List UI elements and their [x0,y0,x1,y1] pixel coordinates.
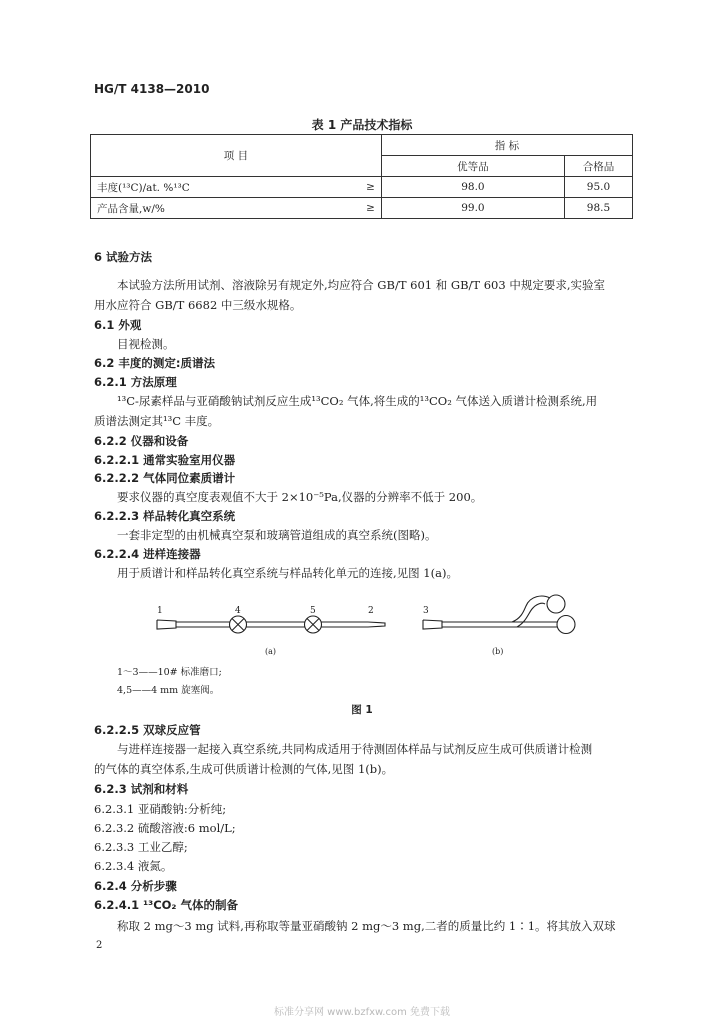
subfigure-b-label: (b) [492,647,504,656]
section-6-para-line1: 本试验方法所用试剂、溶液除另有规定外,均应符合 GB/T 601 和 GB/T 603 中规定要求,实验室 [117,278,606,292]
table-caption: 表 1 产品技术指标 [311,118,413,132]
ge-symbol: ≥ [359,198,382,219]
section-6-2-1-title: 6.2.1 方法原理 [94,375,177,389]
figure-legend-2: 4,5——4 mm 旋塞阀。 [117,685,220,696]
row-name: 丰度(¹³C)/at. %¹³C [91,177,359,198]
section-6-title: 6 试验方法 [94,250,153,264]
section-6-2-2-4-text: 用于质谱计和样品转化真空系统与样品转化单元的连接,见图 1(a)。 [117,566,458,580]
stopcock-4-icon [230,616,247,633]
section-6-1-text: 目视检测。 [117,337,175,351]
label-3: 3 [423,606,429,616]
section-6-2-2-4-title: 6.2.2.4 进样连接器 [94,547,201,561]
section-6-2-4-1-title: 6.2.4.1 ¹³CO₂ 气体的制备 [94,898,238,912]
row-value-grade-2: 98.5 [564,198,632,219]
section-6-2-2-3-text: 一套非定型的由机械真空泵和玻璃管道组成的真空系统(图略)。 [117,528,437,542]
reagent-item: 6.2.3.2 硫酸溶液:6 mol/L; [94,821,236,835]
stopcock-5-icon [305,616,322,633]
reagent-item: 6.2.3.3 工业乙醇; [94,840,188,854]
standard-code: HG/T 4138—2010 [94,82,210,96]
section-6-2-2-5-line1: 与进样连接器一起接入真空系统,共同构成适用于待测固体样品与试剂反应生成可供质谱计检测 [117,742,593,756]
label-5: 5 [310,606,316,616]
section-6-para-line2: 用水应符合 GB/T 6682 中三级水规格。 [94,298,302,312]
row-value-grade-2: 95.0 [564,177,632,198]
col-grade-2: 合格品 [564,156,632,177]
ge-symbol: ≥ [359,177,382,198]
label-4: 4 [235,606,241,616]
reagent-item: 6.2.3.4 液氮。 [94,859,173,873]
section-6-2-2-5-title: 6.2.2.5 双球反应管 [94,723,201,737]
section-6-2-4-title: 6.2.4 分析步骤 [94,879,177,893]
section-6-2-2-3-title: 6.2.2.3 样品转化真空系统 [94,509,236,523]
table-row [91,198,633,219]
section-6-2-1-line2: 质谱法测定其¹³C 丰度。 [94,414,220,428]
section-6-2-title: 6.2 丰度的测定:质谱法 [94,356,215,370]
section-6-1-title: 6.1 外观 [94,318,142,332]
section-6-2-2-1-title: 6.2.2.1 通常实验室用仪器 [94,453,236,467]
table-row [91,177,633,198]
figure-1 [140,588,600,663]
section-6-2-1-line1: ¹³C-尿素样品与亚硝酸钠试剂反应生成¹³CO₂ 气体,将生成的¹³CO₂ 气体送入质谱计检测系统,用 [117,394,598,408]
double-bulb-tube-diagram [423,595,575,634]
connector-diagram [157,616,385,633]
section-6-2-2-title: 6.2.2 仪器和设备 [94,434,189,448]
spec-table [90,134,633,219]
section-6-2-2-2-text: 要求仪器的真空度表观值不大于 2×10⁻⁵Pa,仪器的分辨率不低于 200。 [117,490,483,504]
col-item-header: 项 目 [91,135,382,177]
footer-watermark: 标准分享网 www.bzfxw.com 免费下载 [274,1007,450,1018]
row-name: 产品含量,w/% [91,198,359,219]
label-2: 2 [368,606,374,616]
figure-legend-1: 1～3——10# 标准磨口; [117,667,222,678]
figure-title: 图 1 [351,704,373,716]
section-6-2-4-1-text: 称取 2 mg～3 mg 试料,再称取等量亚硝酸钠 2 mg～3 mg,二者的质量比约 1∶1。将其放入双球 [117,919,616,933]
col-grade-1: 优等品 [381,156,564,177]
reagent-item: 6.2.3.1 亚硝酸钠:分析纯; [94,802,227,816]
section-6-2-2-2-title: 6.2.2.2 气体同位素质谱计 [94,471,236,485]
section-6-2-2-5-line2: 的气体的真空体系,生成可供质谱计检测的气体,见图 1(b)。 [94,762,394,776]
label-1: 1 [157,606,163,616]
page-number: 2 [96,940,103,951]
row-value-grade-1: 98.0 [381,177,564,198]
row-value-grade-1: 99.0 [381,198,564,219]
col-index-header: 指 标 [381,135,632,156]
section-6-2-3-title: 6.2.3 试剂和材料 [94,782,189,796]
subfigure-a-label: (a) [265,647,277,656]
